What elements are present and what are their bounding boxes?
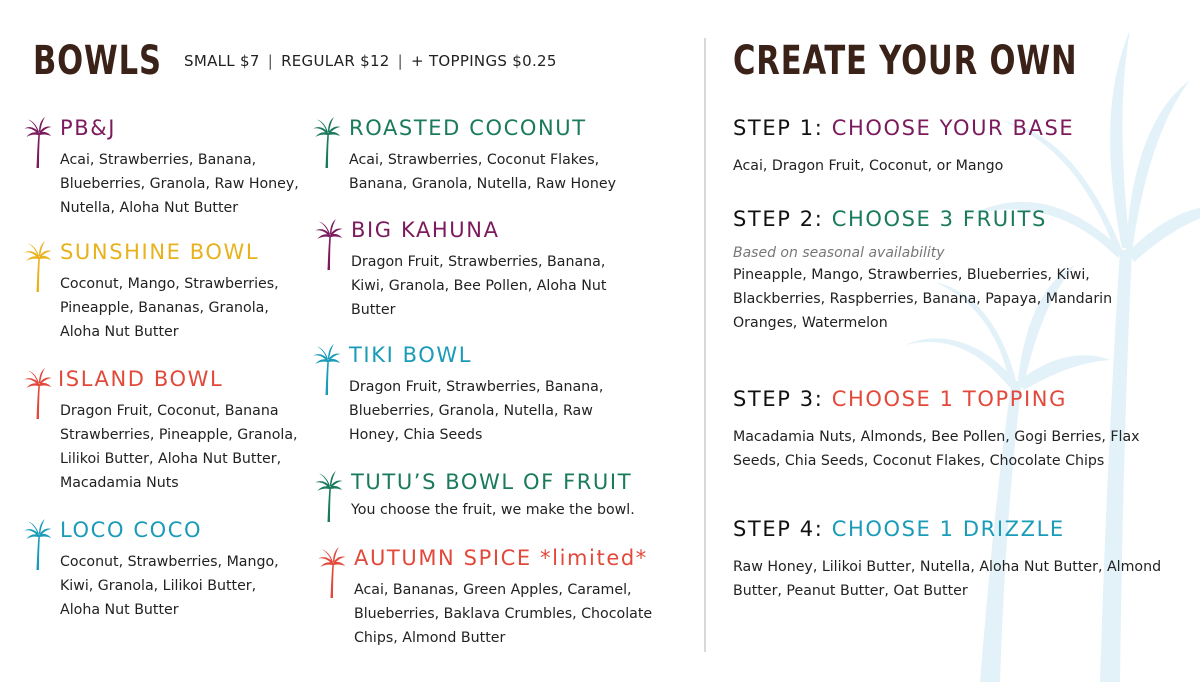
bowls-title: BOWLS [33,38,162,84]
bowl-description: Coconut, Strawberries, Mango, Kiwi, Granola, Lilikoi Butter, Aloha Nut Butter [60,554,279,618]
price-regular: REGULAR $12 [281,52,390,70]
bowl-description: Dragon Fruit, Strawberries, Banana, Blueberries, Granola, Nutella, Raw Honey, Chia Seeds [349,379,604,443]
bowl-name: PB&J [60,116,117,140]
bowl-description: Coconut, Mango, Strawberries, Pineapple, Bananas, Granola, Aloha Nut Butter [60,276,279,340]
bowl-prices [184,52,557,70]
step-title: CHOOSE YOUR BASE [831,116,1075,140]
palm-tree-icon [313,116,341,168]
step-heading [733,116,1173,140]
bowl-name: ROASTED COCONUT [349,116,587,140]
bowl-name: TIKI BOWL [349,343,473,367]
price-toppings: + TOPPINGS $0.25 [411,52,557,70]
step-label: STEP 2: [733,207,824,231]
bowl-name: AUTUMN SPICE *limited* [354,546,648,570]
bowl-name: ISLAND BOWL [58,367,224,391]
step-note: Based on seasonal availability [733,245,945,261]
palm-tree-icon [318,546,346,598]
palm-tree-icon [315,218,343,270]
palm-tree-icon [313,343,341,395]
step-options: Acai, Dragon Fruit, Coconut, or Mango [733,158,1004,174]
step-options: Macadamia Nuts, Almonds, Bee Pollen, Gogi Berries, Flax Seeds, Chia Seeds, Coconut Flakes, Chocolate Chips [733,429,1140,469]
step-3 [733,387,1173,473]
bowl-name: TUTU’S BOWL OF FRUIT [351,470,633,494]
create-your-own-title: CREATE YOUR OWN [733,38,1078,84]
price-separator: | [267,52,274,70]
price-small: SMALL $7 [184,52,260,70]
step-heading [733,517,1173,541]
palm-tree-icon [315,470,343,522]
step-label: STEP 4: [733,517,824,541]
bowl-description: Acai, Bananas, Green Apples, Caramel, Blueberries, Baklava Crumbles, Chocolate Chips, Almond Butter [354,582,653,646]
bowl-description: You choose the fruit, we make the bowl. [351,502,635,518]
step-title: CHOOSE 1 TOPPING [831,387,1067,411]
bowl-description: Acai, Strawberries, Banana, Blueberries, Granola, Raw Honey, Nutella, Aloha Nut Butter [60,152,299,216]
price-separator: | [397,52,404,70]
step-label: STEP 1: [733,116,824,140]
palm-tree-icon [24,116,52,168]
palm-tree-icon [24,518,52,570]
step-title: CHOOSE 1 DRIZZLE [831,517,1065,541]
bowl-description: Dragon Fruit, Coconut, Banana Strawberries, Pineapple, Granola, Lilikoi Butter, Aloha Nut Butter, Macadamia Nuts [60,403,298,491]
palm-tree-icon [24,240,52,292]
step-2 [733,207,1173,335]
step-heading [733,387,1173,411]
step-heading [733,207,1173,231]
step-options: Pineapple, Mango, Strawberries, Blueberries, Kiwi, Blackberries, Raspberries, Banana, Papaya, Mandarin Oranges, Watermelon [733,267,1113,331]
column-divider [704,38,706,652]
palm-tree-icon [24,367,52,419]
step-options: Raw Honey, Lilikoi Butter, Nutella, Aloha Nut Butter, Almond Butter, Peanut Butter, Oat Butter [733,559,1162,599]
step-1 [733,116,1173,178]
step-4 [733,517,1173,603]
bowl-description: Dragon Fruit, Strawberries, Banana, Kiwi, Granola, Bee Pollen, Aloha Nut Butter [351,254,607,318]
step-label: STEP 3: [733,387,824,411]
bowl-name: SUNSHINE BOWL [60,240,260,264]
bowl-name: BIG KAHUNA [351,218,500,242]
bowl-name: LOCO COCO [60,518,203,542]
bowl-description: Acai, Strawberries, Coconut Flakes, Banana, Granola, Nutella, Raw Honey [349,152,616,192]
step-title: CHOOSE 3 FRUITS [831,207,1047,231]
